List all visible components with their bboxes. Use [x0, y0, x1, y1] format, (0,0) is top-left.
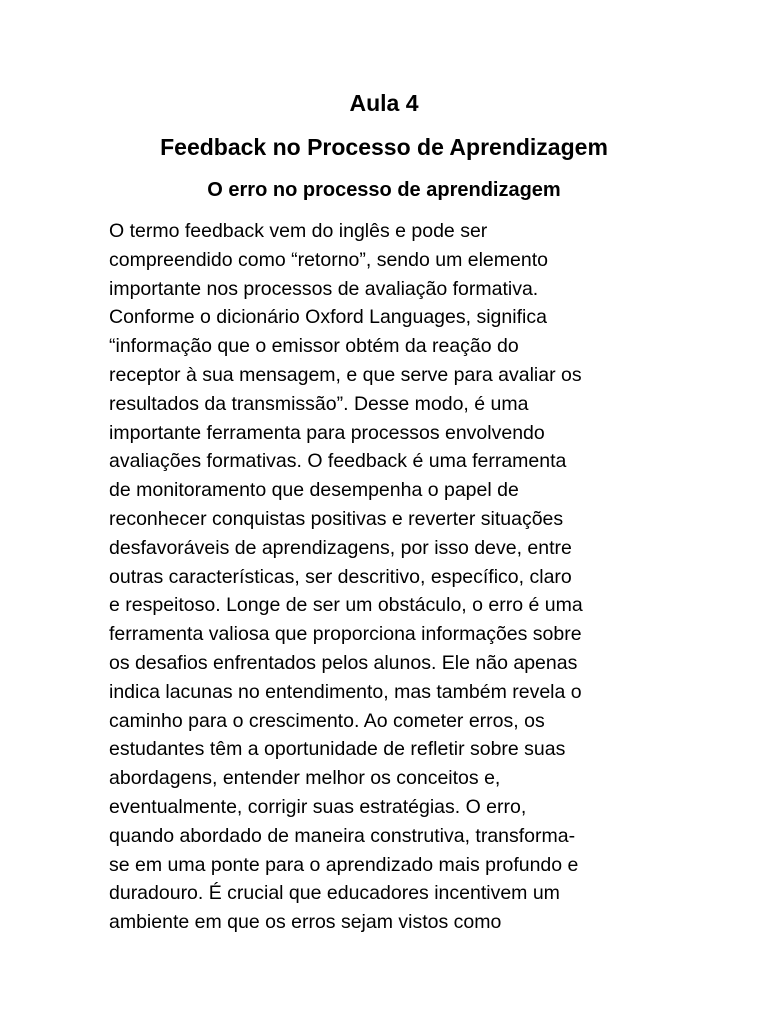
paragraph-line: reconhecer conquistas positivas e reverter situações — [109, 507, 564, 530]
paragraph-line: Conforme o dicionário Oxford Languages, significa — [109, 306, 547, 329]
paragraph-line: importante nos processos de avaliação formativa. — [109, 277, 539, 300]
paragraph-line: caminho para o crescimento. Ao cometer erros, os — [109, 709, 545, 732]
paragraph-line: de monitoramento que desempenha o papel de — [109, 479, 519, 502]
paragraph-line: e respeitoso. Longe de ser um obstáculo, o erro é uma — [109, 594, 583, 617]
paragraph-line: “informação que o emissor obtém da reação do — [109, 335, 519, 358]
paragraph-line: ambiente em que os erros sejam vistos como — [109, 911, 502, 934]
body-paragraph — [109, 217, 689, 937]
paragraph-line: indica lacunas no entendimento, mas também revela o — [109, 680, 582, 703]
paragraph-line: abordagens, entender melhor os conceitos e, — [109, 767, 501, 790]
lesson-label: Aula 4 — [349, 90, 419, 116]
paragraph-line: compreendido como “retorno”, sendo um elemento — [109, 248, 548, 271]
paragraph-line: quando abordado de maneira construtiva, transforma- — [109, 824, 576, 847]
paragraph-line: resultados da transmissão”. Desse modo, é uma — [109, 392, 529, 415]
paragraph-line: estudantes têm a oportunidade de refletir sobre suas — [109, 738, 566, 761]
paragraph-line: os desafios enfrentados pelos alunos. Ele não apenas — [109, 651, 578, 674]
paragraph-line: O termo feedback vem do inglês e pode ser — [109, 220, 488, 242]
paragraph-line: avaliações formativas. O feedback é uma ferramenta — [109, 450, 567, 473]
paragraph-line: importante ferramenta para processos envolvendo — [109, 421, 545, 444]
paragraph-line: eventualmente, corrigir suas estratégias. O erro, — [109, 795, 527, 818]
paragraph-line: se em uma ponte para o aprendizado mais profundo e — [109, 853, 579, 876]
section-title: O erro no processo de aprendizagem — [207, 179, 561, 201]
paragraph-line: receptor à sua mensagem, e que serve para avaliar os — [109, 363, 582, 386]
paragraph-line: duradouro. É crucial que educadores incentivem um — [109, 882, 560, 905]
paragraph-line: desfavoráveis de aprendizagens, por isso deve, entre — [109, 536, 572, 559]
paragraph-line: ferramenta valiosa que proporciona informações sobre — [109, 623, 582, 646]
page-title: Feedback no Processo de Aprendizagem — [160, 134, 608, 160]
paragraph-line: outras características, ser descritivo, específico, claro — [109, 565, 572, 588]
